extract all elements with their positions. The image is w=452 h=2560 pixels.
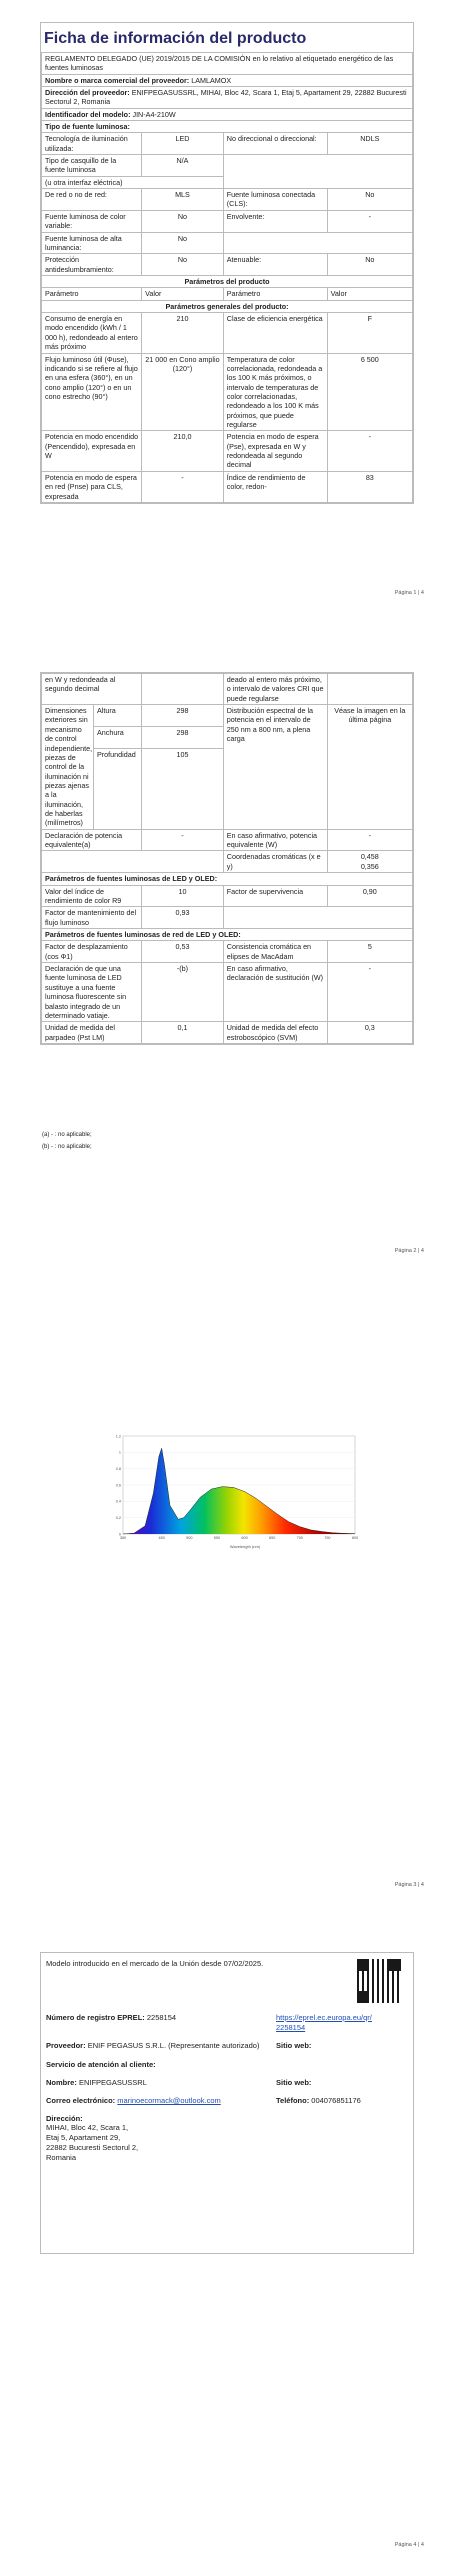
- value: LAMLAMOX: [191, 75, 232, 85]
- product-params-header: Parámetros del producto: [42, 275, 413, 287]
- chart-y-tick-label: 0.2: [115, 1515, 121, 1520]
- chart-x-tick-label: 380: [119, 1536, 127, 1540]
- chart-x-tick-label: 750: [324, 1536, 331, 1540]
- chart-x-tick-label: 550: [213, 1536, 221, 1540]
- website2-label: Sitio web:: [276, 2078, 312, 2087]
- power-on-value: 210,0: [142, 431, 224, 471]
- equiv-power-value: -: [327, 829, 412, 851]
- high-lum-label: Fuente luminosa de alta luminancia:: [42, 232, 142, 254]
- empty-cell: [327, 674, 412, 705]
- tech-label: Tecnología de iluminación utilizada:: [42, 133, 142, 155]
- address-label: Dirección:: [46, 2113, 83, 2123]
- lumen-maint-label: Factor de mantenimiento del flujo luminoso: [42, 907, 142, 929]
- qr-code: [357, 1959, 401, 2003]
- replace-w-label: En caso afirmativo, declaración de sustitución (W): [223, 963, 327, 1022]
- chart-y-tick-label: 0.8: [115, 1466, 121, 1471]
- page2-table: [41, 673, 413, 1044]
- eprel-block: [46, 2013, 406, 2162]
- phone-value: 004076851176: [311, 2095, 361, 2105]
- supplier-name-row: [42, 74, 413, 86]
- model-row: [42, 108, 413, 120]
- standby-label: Potencia en modo de espera (Pse), expresada en W y redondeada al segundo decimal: [223, 431, 327, 471]
- energy-class-value: F: [327, 313, 412, 353]
- page-number-1: Página 1 | 4: [394, 590, 424, 596]
- glare-value: No: [142, 254, 224, 276]
- supplier-address-row: [42, 86, 413, 108]
- cls-label: Fuente luminosa conectada (CLS):: [223, 189, 327, 211]
- disp-value: 0,53: [142, 941, 224, 963]
- empty-cell: [223, 907, 412, 929]
- chart-x-tick-label: 650: [268, 1536, 276, 1540]
- macadam-value: 5: [327, 941, 412, 963]
- height-value: 298: [142, 705, 224, 727]
- height-label: Altura: [93, 705, 141, 727]
- page-number-2: Página 2 | 4: [394, 1248, 424, 1254]
- flicker-label: Unidad de medida del parpadeo (Pst LM): [42, 1022, 142, 1044]
- cri-label-cont: deado al entero más próximo, o intervalo de valores CRI que puede regularse: [223, 674, 327, 705]
- chart-x-tick-label: 700: [296, 1536, 303, 1540]
- chart-x-tick-label: 800: [351, 1536, 359, 1540]
- netstandby-value: -: [142, 471, 224, 502]
- eprel-value: 2258154: [146, 2013, 177, 2022]
- col-param-2: Parámetro: [223, 288, 327, 300]
- colour-tunable-label: Fuente luminosa de color variable:: [42, 210, 142, 232]
- mains-label: De red o no de red:: [42, 189, 142, 211]
- chroma-value: [327, 851, 412, 873]
- chroma-label: Coordenadas cromáticas (x e y): [223, 851, 327, 873]
- replace-w-value: -: [327, 963, 412, 1022]
- eprel-label: Número de registro EPREL:: [46, 2013, 145, 2022]
- envelope-label: Envolvente:: [223, 210, 327, 232]
- supplier-value: ENIF PEGASUS S.R.L. (Representante autorizado): [87, 2040, 260, 2050]
- led-header: Parámetros de fuentes luminosas de LED y OLED:: [42, 873, 413, 885]
- empty-cell: [142, 674, 224, 705]
- survival-value: 0,90: [327, 885, 412, 907]
- name-value: ENIFPEGASUSSRL: [78, 2078, 147, 2087]
- spd-area: [123, 1448, 355, 1534]
- flux-value: 21 000 en Cono amplio (120°): [142, 353, 224, 431]
- col-value-1: Valor: [142, 288, 224, 300]
- disp-label: Factor de desplazamiento (cos Φ1): [42, 941, 142, 963]
- cap-label: [42, 155, 142, 177]
- supplier-label: Proveedor:: [46, 2040, 86, 2050]
- phone-label: Teléfono:: [276, 2095, 310, 2105]
- address-line-3: 22882 Bucuresti Sectorul 2,: [46, 2142, 139, 2152]
- depth-value: 105: [142, 748, 224, 829]
- led-mains-header: Parámetros de fuentes luminosas de red de LED y OLED:: [42, 928, 413, 940]
- note-a: (a) - : no aplicable;: [42, 1132, 92, 1138]
- chart-y-tick-label: 1: [118, 1450, 121, 1455]
- equiv-power-label: En caso afirmativo, potencia equivalente (W): [223, 829, 327, 851]
- note-b: (b) - : no aplicable;: [42, 1144, 92, 1150]
- regulation-text: REGLAMENTO DELEGADO (UE) 2019/2015 DE LA COMISIÓN en lo relativo al etiquetado energético de las fuentes luminosas: [42, 52, 413, 74]
- mains-value: MLS: [142, 189, 224, 211]
- col-value-2: Valor: [327, 288, 412, 300]
- product-sheet-page-1: [40, 22, 414, 504]
- power-on-label: Potencia en modo encendido (Pencendido), expresada en W: [42, 431, 142, 471]
- dimmable-value: No: [327, 254, 412, 276]
- label: Identificador del modelo:: [45, 109, 131, 119]
- cri-value: 83: [327, 471, 412, 502]
- chart-y-tick-label: 0.6: [115, 1483, 121, 1488]
- equiv-label: Declaración de potencia equivalente(a): [42, 829, 142, 851]
- netstandby-label: Potencia en modo de espera en red (Pnse) para CLS, expresada: [42, 471, 142, 502]
- col-param-1: Parámetro: [42, 288, 142, 300]
- nondir-label: No direccional o direccional:: [223, 133, 327, 155]
- dimmable-label: Atenuable:: [223, 254, 327, 276]
- chart-y-tick-label: 1.2: [115, 1434, 121, 1439]
- address-line-1: MIHAI, Bloc 42, Scara 1,: [46, 2123, 129, 2133]
- cap-value: N/A: [142, 155, 224, 177]
- envelope-value: -: [327, 210, 412, 232]
- chart-y-tick-label: 0.4: [115, 1499, 121, 1504]
- eprel-sheet: [40, 1952, 414, 2254]
- product-sheet-page-2: [40, 672, 414, 1045]
- website-label: Sitio web:: [276, 2040, 312, 2050]
- page1-table: [41, 52, 413, 503]
- spd-value: Véase la imagen en la última página: [327, 705, 412, 830]
- page-3: [0, 1290, 452, 1910]
- empty-cell: [223, 155, 412, 177]
- replace-value: -(b): [142, 963, 224, 1022]
- label: Nombre o marca comercial del proveedor:: [45, 75, 190, 85]
- value: JIN-A4-210W: [132, 109, 176, 119]
- tech-value: LED: [142, 133, 224, 155]
- r9-label: Valor del índice de rendimiento de color R9: [42, 885, 142, 907]
- eprel-link[interactable]: https://eprel.ec.europa.eu/qr/2258154: [276, 2013, 372, 2032]
- label: Dirección del proveedor:: [45, 87, 130, 97]
- chroma-x: 0,458: [360, 852, 379, 862]
- service-label: Servicio de atención al cliente:: [46, 2060, 156, 2070]
- empty-cell: [223, 232, 412, 254]
- survival-label: Factor de supervivencia: [223, 885, 327, 907]
- page-number-3: Página 3 | 4: [394, 1882, 424, 1888]
- chart-y-tick-label: 0: [118, 1532, 121, 1537]
- colour-tunable-value: No: [142, 210, 224, 232]
- empty-cell: [223, 176, 412, 188]
- email-label: Correo electrónico:: [46, 2095, 116, 2105]
- cct-value: 6 500: [327, 353, 412, 431]
- svm-label: Unidad de medida del efecto estroboscópico (SVM): [223, 1022, 327, 1044]
- equiv-value: -: [142, 829, 224, 851]
- name-label: Nombre:: [46, 2078, 77, 2087]
- width-value: 298: [142, 726, 224, 748]
- replace-label: Declaración de que una fuente luminosa de LED sustituye a una fuente luminosa fluorescente sin balasto integrado de un determinado vatiaje.: [42, 963, 142, 1022]
- cls-value: No: [327, 189, 412, 211]
- value: ENIFPEGASUSSRL, MIHAI, Bloc 42, Scara 1, Etaj 5, Apartament 29, 22882 Bucuresti Sectorul 2, Romania: [45, 87, 407, 107]
- address-line-2: Etaj 5, Apartament 29,: [46, 2133, 121, 2142]
- netstandby-label-cont: en W y redondeada al segundo decimal: [42, 674, 142, 705]
- page-4: [0, 1930, 452, 2560]
- chart-x-tick-label: 600: [241, 1536, 248, 1540]
- cct-label: Temperatura de color correlacionada, redondeada a los 100 K más próximos, o intervalo de temperaturas de color correlacionadas, redondeado a los 100 K más próximos, que puede regularse: [223, 353, 327, 431]
- chroma-y: 0,356: [360, 861, 379, 871]
- depth-label: Profundidad: [93, 748, 141, 829]
- spectral-power-chart: [105, 1430, 365, 1550]
- email-link[interactable]: marinoecormack@outlook.com: [117, 2095, 221, 2105]
- page-1: [0, 0, 452, 620]
- energy-on-value: 210: [142, 313, 224, 353]
- empty-cell: [42, 851, 224, 873]
- light-source-type-header: Tipo de fuente luminosa:: [42, 120, 413, 132]
- energy-class-label: Clase de eficiencia energética: [223, 313, 327, 353]
- address-line-4: Romania: [46, 2152, 77, 2162]
- chart-x-tick-label: 500: [186, 1536, 193, 1540]
- svm-value: 0,3: [327, 1022, 412, 1044]
- cap-label-text: Tipo de casquillo de la fuente luminosa: [45, 156, 117, 175]
- intro-text: Modelo introducido en el mercado de la Unión desde 07/02/2025.: [46, 1959, 264, 1968]
- chart-x-tick-label: 450: [158, 1536, 165, 1540]
- document-title: Ficha de información del producto: [44, 30, 307, 47]
- width-label: Anchura: [93, 726, 141, 748]
- lumen-maint-value: 0,93: [142, 907, 224, 929]
- page-2: [0, 650, 452, 1260]
- standby-value: -: [327, 431, 412, 471]
- chart-x-axis-label: Wavelength (nm): [229, 1544, 261, 1549]
- cap-note: (u otra interfaz eléctrica): [42, 176, 224, 188]
- energy-on-label: Consumo de energía en modo encendido (kWh / 1 000 h), redondeado al entero más próximo: [42, 313, 142, 353]
- r9-value: 10: [142, 885, 224, 907]
- flicker-value: 0,1: [142, 1022, 224, 1044]
- general-params-header: Parámetros generales del producto:: [42, 300, 413, 312]
- high-lum-value: No: [142, 232, 224, 254]
- nondir-value: NDLS: [327, 133, 412, 155]
- glare-label: Protección antideslumbramiento:: [42, 254, 142, 276]
- flux-label: Flujo luminoso útil (Φuse), indicando si se refiere al flujo en una esfera (360°), en un cono amplio (120°) o en un cono estrecho (90°): [42, 353, 142, 431]
- spd-label: Distribución espectral de la potencia en el intervalo de 250 nm a 800 nm, a plena carga: [223, 705, 327, 830]
- cri-label: Índice de rendimiento de color, redon-: [223, 471, 327, 502]
- dims-label: Dimensiones exteriores sin mecanismo de control independiente, piezas de control de la iluminación ni piezas ajenas a la iluminación, de haberlas (milímetros): [42, 705, 94, 830]
- macadam-label: Consistencia cromática en elipses de MacAdam: [223, 941, 327, 963]
- page-number-4: Página 4 | 4: [394, 2542, 424, 2548]
